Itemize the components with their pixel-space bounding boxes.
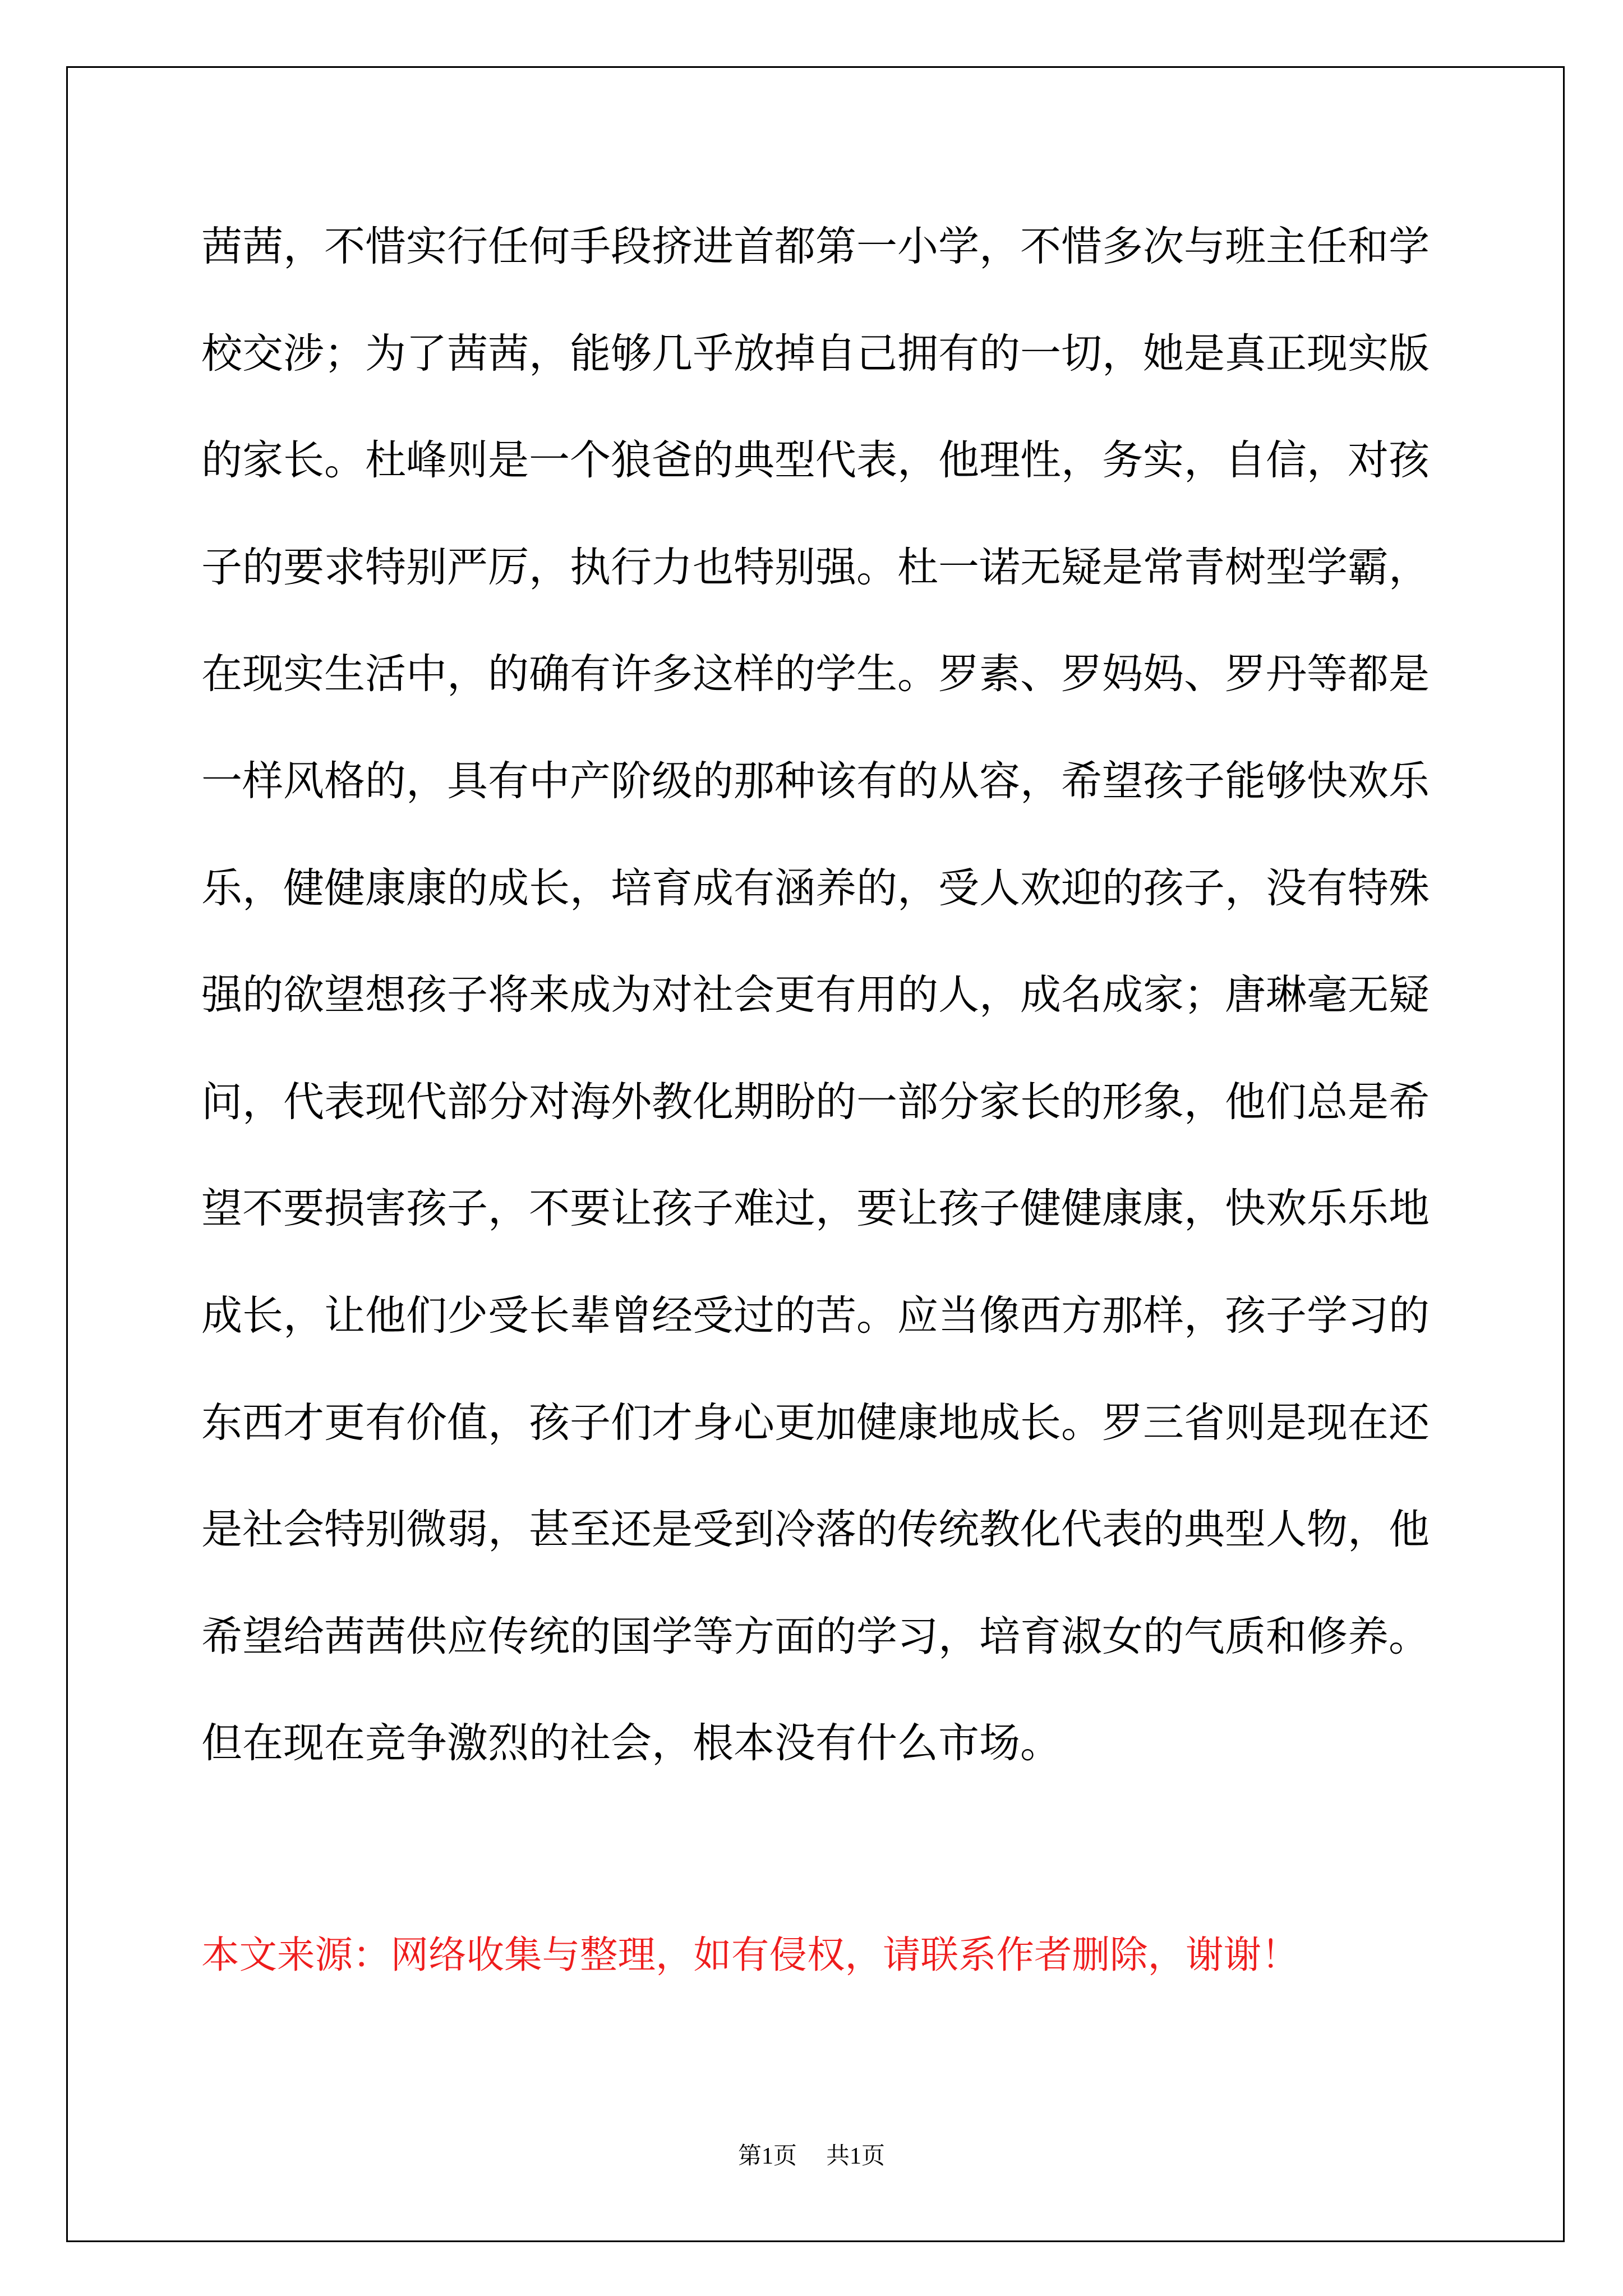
body-line: 是社会特别微弱，甚至还是受到冷落的传统教化代表的典型人物，他 [201,1506,1430,1554]
body-line: 强的欲望想孩子将来成为对社会更有用的人，成名成家；唐琳毫无疑 [201,971,1430,1019]
body-line: 望不要损害孩子，不要让孩子难过，要让孩子健健康康，快欢乐乐地 [201,1185,1430,1233]
body-line: 在现实生活中，的确有许多这样的学生。罗素、罗妈妈、罗丹等都是 [201,650,1430,698]
body-line: 的家长。杜峰则是一个狼爸的典型代表，他理性，务实，自信，对孩 [201,436,1430,485]
body-line: 校交涉；为了茜茜，能够几乎放掉自己拥有的一切，她是真正现实版 [201,329,1430,378]
body-line: 成长，让他们少受长辈曾经受过的苦。应当像西方那样，孩子学习的 [201,1291,1430,1340]
body-line: 希望给茜茜供应传统的国学等方面的学习，培育淑女的气质和修养。 [201,1612,1430,1660]
body-line: 东西才更有价值，孩子们才身心更加健康地成长。罗三省则是现在还 [201,1398,1430,1447]
body-line: 问，代表现代部分对海外教化期盼的一部分家长的形象，他们总是希 [201,1078,1430,1126]
page-footer [0,2139,1623,2173]
body-line: 子的要求特别严厉，执行力也特别强。杜一诺无疑是常青树型学霸， [201,543,1430,591]
page-number-total: 共1页 [826,2143,886,2169]
body-line: 一样风格的，具有中产阶级的那种该有的从容，希望孩子能够快欢乐 [201,757,1430,805]
page-number-current: 第1页 [737,2143,797,2169]
body-line: 但在现在竞争激烈的社会，根本没有什么市场。 [201,1719,1061,1768]
body-paragraph [201,194,1463,1797]
source-note: 本文来源：网络收集与整理，如有侵权，请联系作者删除，谢谢！ [201,1932,1299,1977]
body-line: 乐，健健康康的成长，培育成有涵养的，受人欢迎的孩子，没有特殊 [201,864,1430,912]
body-line: 茜茜，不惜实行任何手段挤进首都第一小学，不惜多次与班主任和学 [201,223,1430,270]
